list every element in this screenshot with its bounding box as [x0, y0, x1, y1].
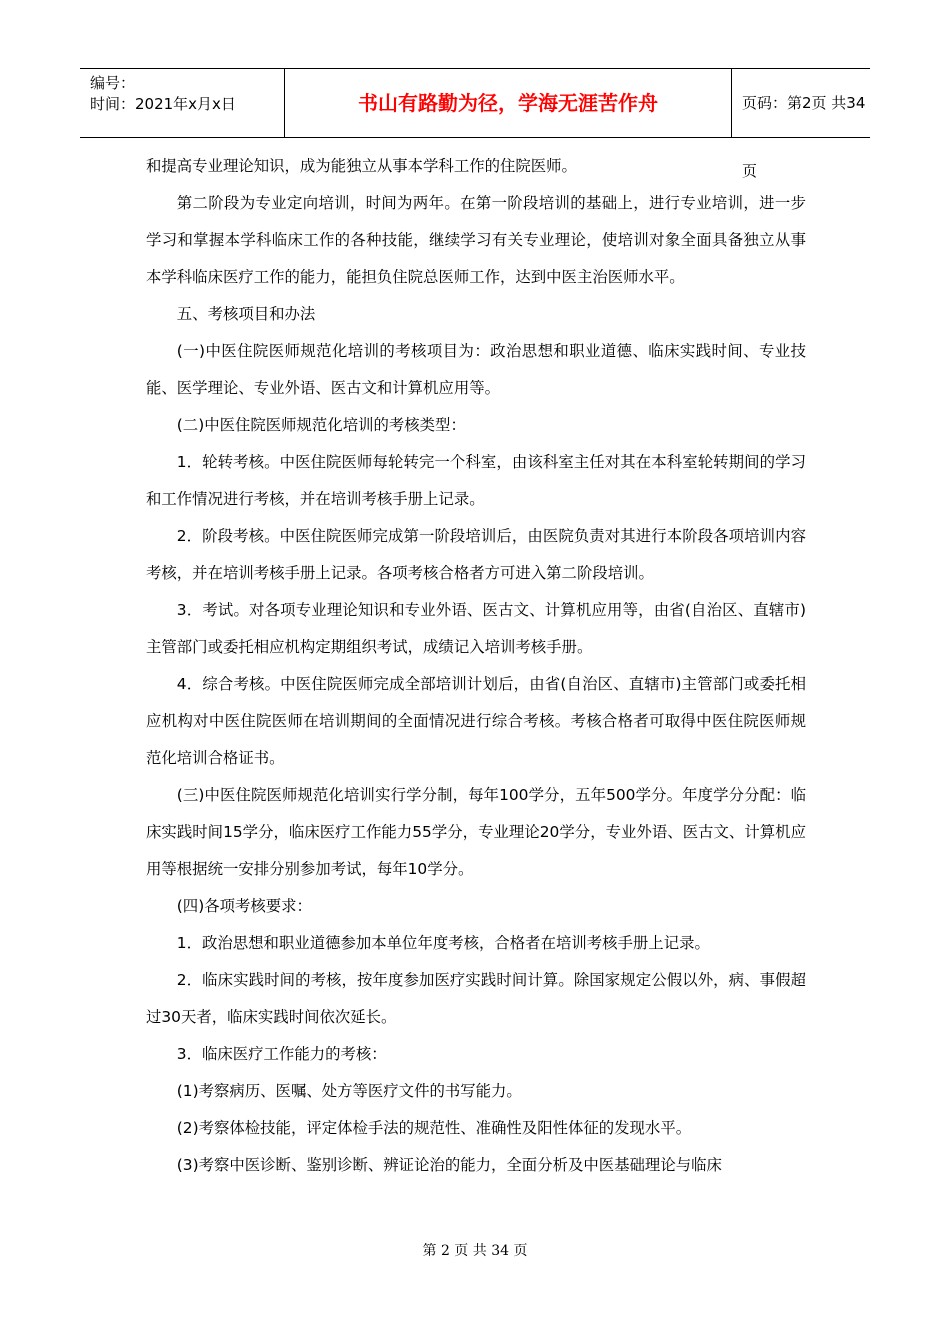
paragraph: 1．政治思想和职业道德参加本单位年度考核，合格者在培训考核手册上记录。 [176, 934, 710, 952]
paragraph: 2．临床实践时间的考核，按年度参加医疗实践时间计算。除国家规定公假以外，病、事假超过30天者，临床实践时间依次延长。 [146, 971, 806, 1026]
section-heading: 五、考核项目和办法 [176, 305, 316, 323]
header-motto: 书山有路勤为径，学海无涯苦作舟 [284, 69, 732, 137]
page-footer: 第 2 页 共 34 页 [422, 1243, 528, 1259]
paragraph: (1)考察病历、医嘱、处方等医疗文件的书写能力。 [176, 1082, 522, 1100]
paragraph: 3．临床医疗工作能力的考核： [176, 1045, 387, 1063]
paragraph: 4．综合考核。中医住院医师完成全部培训计划后，由省(自治区、直辖市)主管部门或委托相应机构对中医住院医师在培训期间的全面情况进行综合考核。考核合格者可取得中医住院医师规范化培训合格证书。 [146, 675, 806, 767]
paragraph: 3．考试。对各项专业理论知识和专业外语、医古文、计算机应用等，由省(自治区、直辖市)主管部门或委托相应机构定期组织考试，成绩记入培训考核手册。 [146, 601, 806, 656]
paragraph: (二)中医住院医师规范化培训的考核类型： [176, 416, 466, 434]
paragraph: (2)考察体检技能，评定体检手法的规范性、准确性及阳性体征的发现水平。 [176, 1119, 692, 1137]
time-label: 时间：2021年x月x日 [90, 95, 236, 113]
paragraph: 和提高专业理论知识，成为能独立从事本学科工作的住院医师。 [146, 157, 577, 175]
header-meta [80, 69, 284, 137]
id-label: 编号： [90, 74, 136, 92]
paragraph: 1．轮转考核。中医住院医师每轮转完一个科室，由该科室主任对其在本科室轮转期间的学习和工作情况进行考核，并在培训考核手册上记录。 [146, 453, 806, 508]
header-page-number: 页码：第2页 共34页 [742, 94, 866, 180]
paragraph: 第二阶段为专业定向培训，时间为两年。在第一阶段培训的基础上，进行专业培训，进一步学习和掌握本学科临床工作的各种技能，继续学习有关专业理论，使培训对象全面具备独立从事本学科临床医疗工作的能力，能担负住院总医师工作，达到中医主治医师水平。 [146, 194, 806, 286]
paragraph: (四)各项考核要求： [176, 897, 312, 915]
document-body [146, 148, 806, 1184]
paragraph: 2．阶段考核。中医住院医师完成第一阶段培训后，由医院负责对其进行本阶段各项培训内容考核，并在培训考核手册上记录。各项考核合格者方可进入第二阶段培训。 [146, 527, 806, 582]
paragraph: (一)中医住院医师规范化培训的考核项目为：政治思想和职业道德、临床实践时间、专业技能、医学理论、专业外语、医古文和计算机应用等。 [146, 342, 806, 397]
paragraph: (3)考察中医诊断、鉴别诊断、辨证论治的能力，全面分析及中医基础理论与临床 [176, 1156, 722, 1174]
paragraph: (三)中医住院医师规范化培训实行学分制，每年100学分，五年500学分。年度学分分配：临床实践时间15学分，临床医疗工作能力55学分，专业理论20学分，专业外语、医古文、计算机应用等根据统一安排分别参加考试，每年10学分。 [146, 786, 806, 878]
